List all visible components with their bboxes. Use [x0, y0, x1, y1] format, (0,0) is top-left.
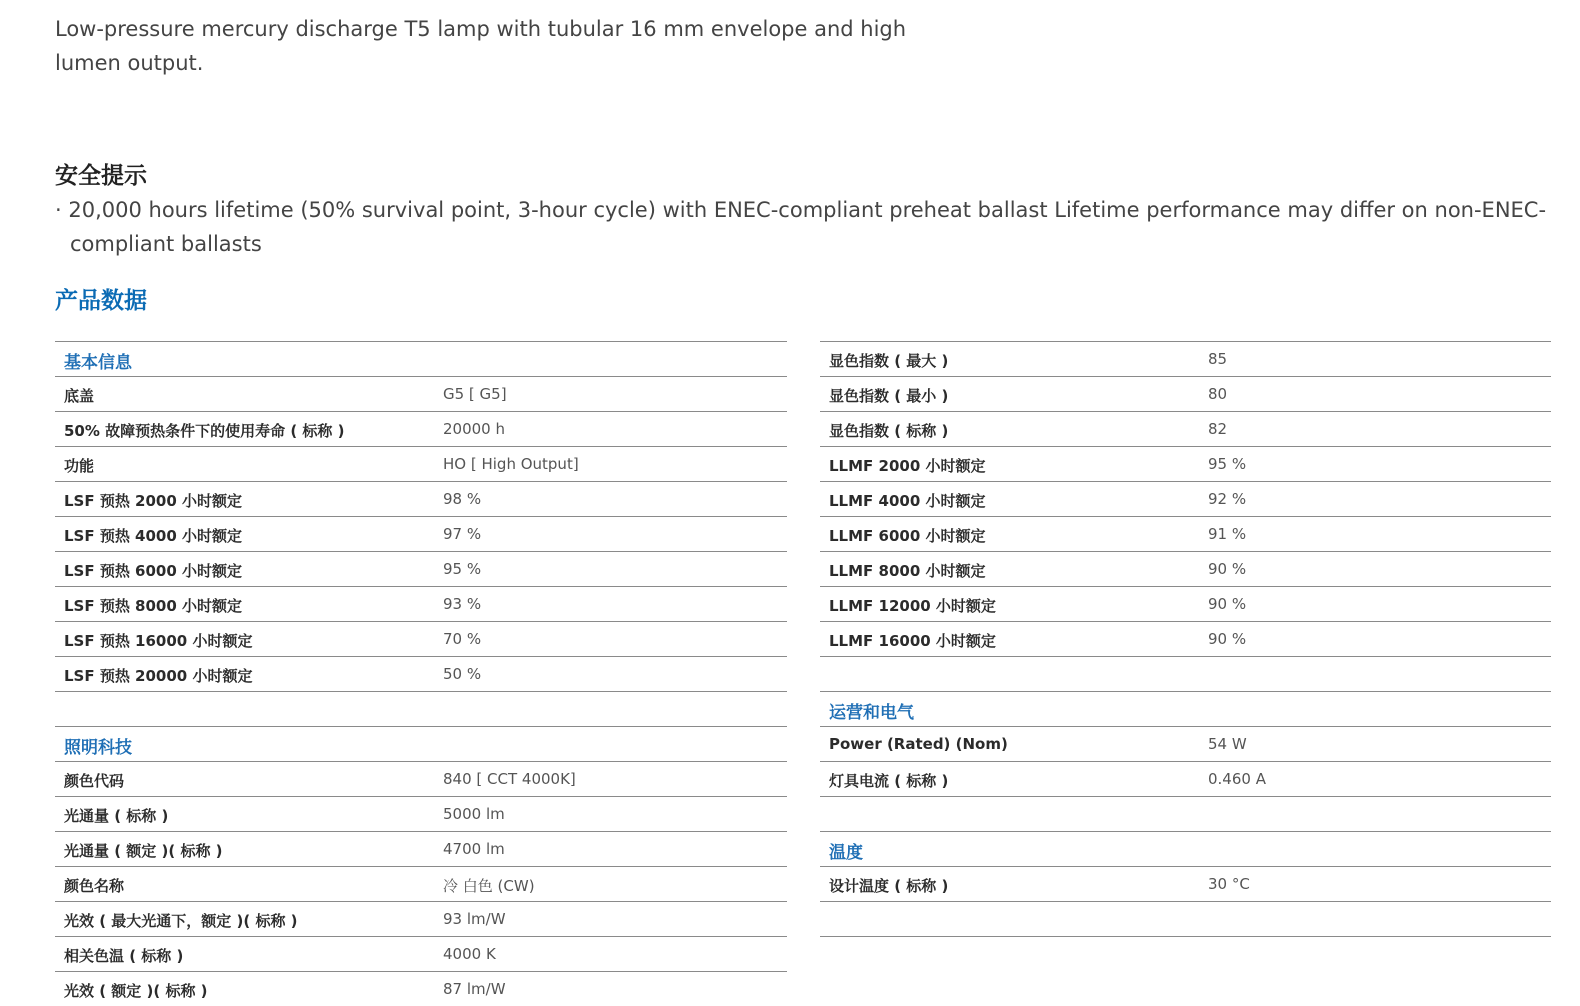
right-spec-table — [820, 341, 1551, 937]
spec-label: LSF 预热 20000 小时额定 — [64, 667, 253, 685]
spec-label: LLMF 12000 小时额定 — [829, 597, 996, 615]
spec-label: LSF 预热 6000 小时额定 — [64, 562, 243, 580]
spec-value: 4000 K — [443, 945, 496, 963]
table-row — [55, 621, 787, 656]
spec-label: 设计温度 ( 标称 ) — [829, 877, 949, 895]
spec-value: 54 W — [1208, 735, 1247, 753]
spec-value: 93 % — [443, 595, 482, 613]
safety-note: · 20,000 hours lifetime (50% survival point, 3-hour cycle) with ENEC-compliant preheat ballast Lifetime performance may differ on non-ENEC-compliant ballasts — [55, 198, 1547, 256]
table-row — [55, 971, 787, 1006]
spec-value: 90 % — [1208, 595, 1247, 613]
spec-label: 光效 ( 最大光通下，额定 )( 标称 ) — [64, 912, 298, 930]
table-group-header — [55, 726, 787, 761]
table-row — [820, 411, 1551, 446]
intro-text: Low-pressure mercury discharge T5 lamp with tubular 16 mm envelope and high lumen output. — [55, 17, 907, 75]
spec-value: 93 lm/W — [443, 910, 506, 928]
spec-label: 颜色代码 — [64, 772, 125, 790]
spec-value: 95 % — [1208, 455, 1247, 473]
table-row — [55, 761, 787, 796]
table-row — [820, 376, 1551, 411]
spec-value: 50 % — [443, 665, 482, 683]
table-row — [820, 621, 1551, 656]
table-row — [55, 656, 787, 691]
spec-value: 98 % — [443, 490, 482, 508]
spec-value: 90 % — [1208, 560, 1247, 578]
spec-value: HO [ High Output] — [443, 455, 579, 473]
spec-label: 光通量 ( 额定 )( 标称 ) — [64, 842, 223, 860]
spec-label: 颜色名称 — [64, 877, 125, 895]
table-group-header — [820, 831, 1551, 866]
spec-label: 显色指数 ( 最小 ) — [829, 387, 949, 405]
spec-value: 80 — [1208, 385, 1228, 403]
table-row — [55, 831, 787, 866]
spec-value: 91 % — [1208, 525, 1247, 543]
table-row — [55, 901, 787, 936]
spec-value: 87 lm/W — [443, 980, 506, 998]
table-row — [820, 446, 1551, 481]
spec-value: 85 — [1208, 350, 1228, 368]
spec-label: LLMF 6000 小时额定 — [829, 527, 986, 545]
spec-value: 97 % — [443, 525, 482, 543]
spec-label: LLMF 16000 小时额定 — [829, 632, 996, 650]
safety-heading: 安全提示 — [55, 163, 147, 189]
table-row — [55, 936, 787, 971]
table-spacer-row — [820, 656, 1551, 691]
spec-label: 相关色温 ( 标称 ) — [64, 947, 184, 965]
spec-value: 20000 h — [443, 420, 505, 438]
table-row — [55, 866, 787, 901]
spec-label: 显色指数 ( 最大 ) — [829, 352, 949, 370]
spec-label: LSF 预热 2000 小时额定 — [64, 492, 243, 510]
table-row — [820, 761, 1551, 796]
spec-value: 70 % — [443, 630, 482, 648]
group-title: 照明科技 — [64, 738, 132, 758]
spec-label: 功能 — [64, 457, 95, 475]
table-row — [820, 481, 1551, 516]
spec-value: G5 [ G5] — [443, 385, 507, 403]
table-bottom-rule — [820, 936, 1551, 937]
table-row — [820, 551, 1551, 586]
spec-value: 4700 lm — [443, 840, 505, 858]
table-spacer-row — [820, 796, 1551, 831]
spec-value: 5000 lm — [443, 805, 505, 823]
table-row — [55, 796, 787, 831]
table-group-header — [820, 691, 1551, 726]
product-data-heading: 产品数据 — [55, 288, 147, 314]
table-row — [820, 586, 1551, 621]
table-row — [55, 481, 787, 516]
spec-value: 0.460 A — [1208, 770, 1266, 788]
table-row — [55, 411, 787, 446]
spec-label: LLMF 4000 小时额定 — [829, 492, 986, 510]
table-row — [820, 516, 1551, 551]
group-title: 运营和电气 — [829, 703, 914, 723]
spec-label: 底盖 — [64, 387, 95, 405]
table-spacer-row — [55, 691, 787, 726]
spec-value: 82 — [1208, 420, 1228, 438]
spec-label: LSF 预热 4000 小时额定 — [64, 527, 243, 545]
spec-value: 92 % — [1208, 490, 1247, 508]
group-title: 温度 — [829, 843, 863, 863]
spec-label: 灯具电流 ( 标称 ) — [829, 772, 949, 790]
spec-label: 50% 故障预热条件下的使用寿命 ( 标称 ) — [64, 422, 345, 440]
spec-label: LLMF 2000 小时额定 — [829, 457, 986, 475]
spec-label: LSF 预热 16000 小时额定 — [64, 632, 253, 650]
table-row — [820, 866, 1551, 901]
table-row — [55, 551, 787, 586]
group-title: 基本信息 — [64, 353, 132, 373]
spec-value: 95 % — [443, 560, 482, 578]
left-spec-table — [55, 341, 787, 1006]
spec-value: 30 °C — [1208, 875, 1250, 893]
spec-label: Power (Rated) (Nom) — [829, 735, 1008, 753]
table-row — [55, 516, 787, 551]
spec-label: LLMF 8000 小时额定 — [829, 562, 986, 580]
spec-label: 光通量 ( 标称 ) — [64, 807, 169, 825]
spec-value: 840 [ CCT 4000K] — [443, 770, 576, 788]
table-spacer-row — [820, 901, 1551, 936]
spec-value: 90 % — [1208, 630, 1247, 648]
table-row — [55, 446, 787, 481]
spec-label: 显色指数 ( 标称 ) — [829, 422, 949, 440]
spec-label: LSF 预热 8000 小时额定 — [64, 597, 243, 615]
spec-value: 冷 白色 (CW) — [443, 877, 535, 895]
table-row — [55, 586, 787, 621]
table-group-header — [55, 341, 787, 376]
table-row — [55, 376, 787, 411]
spec-label: 光效 ( 额定 )( 标称 ) — [64, 982, 208, 1000]
table-row — [820, 341, 1551, 376]
table-row — [820, 726, 1551, 761]
